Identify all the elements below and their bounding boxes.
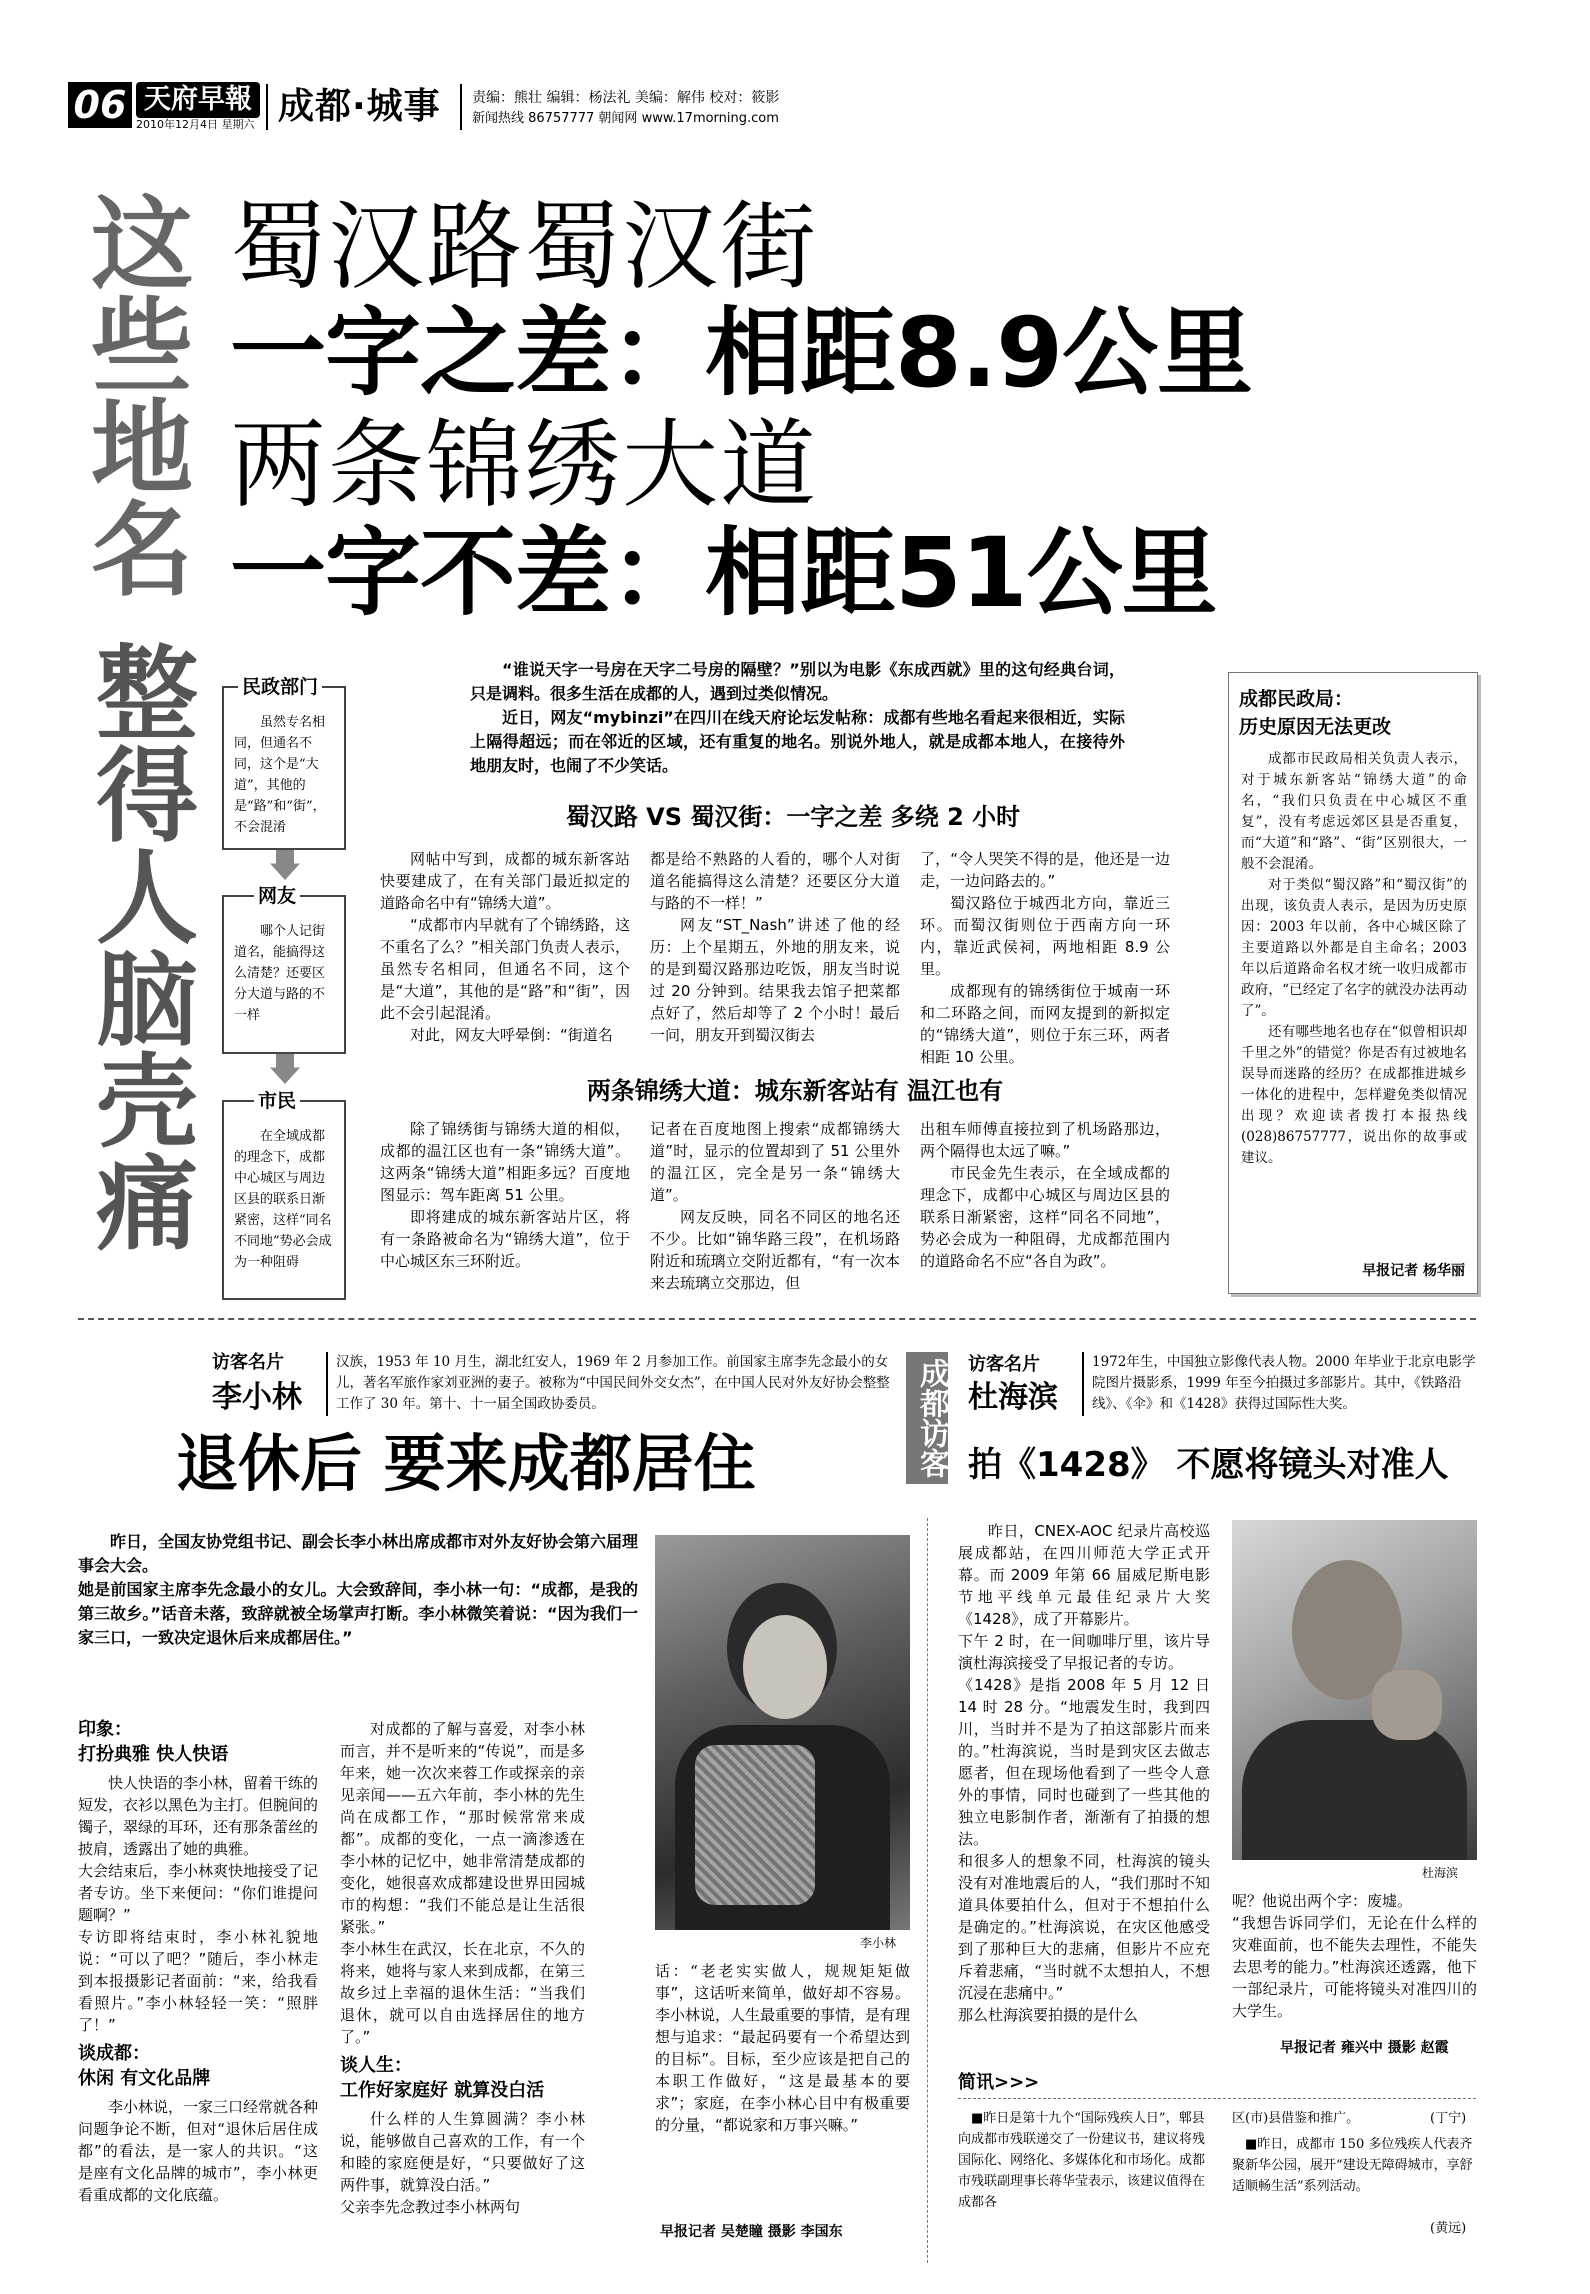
brief-1-byline: (丁宁) bbox=[1430, 2111, 1467, 2126]
hotline-line: 新闻热线 86757777 朝闻网 www.17morning.com bbox=[472, 111, 779, 126]
sub1-col3-p1: 了，“令人哭笑不得的是，他还是一边走，一边问路去的。” bbox=[920, 850, 1170, 890]
sub2-col-3 bbox=[920, 1118, 1170, 1272]
visitor1-lead bbox=[78, 1530, 638, 1650]
sidebar-p1: 成都市民政局相关负责人表示，对于城东新客站“锦绣大道”的命名，“我们只负责在中心城区不重复”，没有考虑远郊区县是否重复，而“大道”和“路”、“街”区别很大，一般不会混淆。 bbox=[1241, 751, 1467, 872]
v1-col3-text: 话：“老老实实做人，规规矩矩做事”，这话听来简单，做好却不容易。李小林说，人生最重要的事情，是有理想与追求：“最起码要有一个希望达到的目标”。目标，至少应该是把自己的本职工作做好，“这是最基本的要求”；家庭，在李小林心目中有极重要的分量，“都说家和万事兴嘛。” bbox=[655, 1962, 911, 2134]
sub1-col2-p1: 都是给不熟路的人看的，哪个人对街道名能搞得这么清楚？还要区分大道与路的不一样！” bbox=[650, 850, 900, 912]
flow-text-3: 在全域成都的理念下，成都中心城区与周边区县的联系日渐紧密，这样“同名不同地”势必会成为一种阻碍 bbox=[234, 1129, 332, 1270]
photo-li-xiaolin-caption: 李小林 bbox=[860, 1936, 897, 1950]
masthead-divider-2 bbox=[460, 84, 462, 130]
section-name: 成都·城事 bbox=[278, 86, 441, 127]
sub1-col3-p3: 成都现有的锦绣街位于城南一环和二环路之间，而网友提到的新拟定的“锦绣大道”，则位于东三环，两者相距 10 公里。 bbox=[920, 982, 1170, 1066]
v1-heading-5: 谈人生： bbox=[340, 2055, 412, 2076]
intro-para-1: “谁说天字一号房在天字二号房的隔壁？”别以为电影《东成西就》里的这句经典台词，只是调料。很多生活在成都的人，遇到过类似情况。 bbox=[470, 660, 1125, 703]
sub2-col-2 bbox=[650, 1118, 900, 1294]
side-title-2: 整得人脑壳痛 bbox=[79, 640, 199, 1252]
visitor1-bio: 汉族，1953 年 10 月生，湖北红安人，1969 年 2 月参加工作。前国家主席李先念最小的女儿，著名军旅作家刘亚洲的妻子。被称为“中国民间外交女杰”，在中国人民对外友好协会整整工作了 30 年。第十、十一届全国政协委员。 bbox=[336, 1354, 890, 1412]
visitor1-col-2 bbox=[340, 1718, 585, 2218]
photo-du-haibin-hand bbox=[1372, 1670, 1442, 1740]
flow-box-1 bbox=[222, 676, 346, 850]
visitor2-tag: 访客名片 bbox=[968, 1354, 1040, 1375]
headline-1: 蜀汉路蜀汉街 bbox=[230, 191, 818, 303]
sub2-col2-p1: 记者在百度地图上搜索“成都锦绣大道”时，显示的位置却到了 51 公里外的温江区，完全是另一条“锦绣大道”。 bbox=[650, 1120, 900, 1204]
flow-text-2: 哪个人记街道名，能搞得这么清楚？还要区分大道与路的不一样 bbox=[234, 924, 326, 1023]
visitor2-headline: 拍《1428》 不愿将镜头对准人 bbox=[968, 1445, 1449, 1485]
visitor2-tag-divider bbox=[1082, 1352, 1084, 1416]
v1-heading-4: 休闲 有文化品牌 bbox=[78, 2068, 211, 2089]
masthead-divider-1 bbox=[266, 84, 268, 130]
flow-label-2: 网友 bbox=[254, 883, 300, 909]
photo-li-xiaolin-face bbox=[743, 1615, 827, 1719]
sub1-col3-p2: 蜀汉路位于城西北方向，靠近三环。而蜀汉街则位于西南方向一环内，靠近武侯祠，两地相距 8.9 公里。 bbox=[920, 894, 1170, 978]
visitor1-byline: 早报记者 吴楚瞳 摄影 李国东 bbox=[660, 2224, 843, 2240]
headline-2: 一字之差：相距8.9公里 bbox=[230, 297, 1253, 409]
visitor1-headline: 退休后 要来成都居住 bbox=[176, 1427, 756, 1500]
sub1-col2-p2: 网友“ST_Nash”讲述了他的经历：上个星期五，外地的朋友来，说的是到蜀汉路那边吃饭，朋友当时说过 20 分钟到。结果我去馆子把菜都点好了，然后却等了 2 个小时！最后一问，朋友开到蜀汉街去 bbox=[650, 916, 900, 1044]
visitor1-tag-divider bbox=[326, 1352, 328, 1416]
page-number: 06 bbox=[68, 82, 132, 128]
editors-line: 责编：熊壮 编辑：杨法礼 美编：解伟 校对：筱影 bbox=[472, 90, 780, 106]
sidebar-p2: 对于类似“蜀汉路”和“蜀汉街”的出现，该负责人表示，是因为历史原因：2003 年以前，各中心城区除了主要道路以外都是自主命名；2003 年以后道路命名权才统一收归成都市政府，“已经定了名字的就没办法再动了”。 bbox=[1241, 877, 1467, 1019]
flow-box-3 bbox=[222, 1090, 346, 1300]
sub1-col-1 bbox=[380, 848, 630, 1046]
visitor1-tag: 访客名片 bbox=[212, 1352, 284, 1373]
visitor2-name: 杜海滨 bbox=[968, 1380, 1058, 1415]
subhead-2: 两条锦绣大道：城东新客站有 温江也有 bbox=[586, 1077, 1004, 1105]
column-tag: 成都访客 bbox=[906, 1352, 948, 1484]
sub1-col1-p2: “成都市内早就有了个锦绣路，这不重名了么？”相关部门负责人表示，虽然专名相同，但通名不同，这个是“大道”，其他的是“路”和“街”，因此不会引起混淆。 bbox=[380, 916, 630, 1022]
sub1-col1-p3: 对此，网友大呼晕倒：“街道名 bbox=[410, 1026, 613, 1044]
visitor1-col-1 bbox=[78, 1718, 318, 2206]
brief-1: ■昨日是第十九个“国际残疾人日”，郫县向成都市残联递交了一份建议书，建议将残国际化、网络化、多媒体化和市场化。成都市残联副理事长蒋华莹表示，该建议值得在成都各 bbox=[958, 2111, 1206, 2210]
issue-date: 2010年12月4日 星期六 bbox=[136, 118, 255, 131]
flow-label-1: 民政部门 bbox=[238, 674, 322, 700]
sub2-col-1 bbox=[380, 1118, 630, 1272]
brief-2: ■昨日，成都市 150 多位残疾人代表齐聚新华公园，展开“建设无障碍城市，享舒适顺畅生活”系列活动。 bbox=[1232, 2137, 1473, 2194]
subhead-1: 蜀汉路 VS 蜀汉街：一字之差 多绕 2 小时 bbox=[565, 803, 1021, 831]
v1-col2-text: 对成都的了解与喜爱，对李小林而言，并不是听来的“传说”，而是多年来，她一次次来蓉工作或探亲的亲见亲闻——五六年前，李小林的先生尚在成都工作，“那时候常常来成都”。成都的变化，一点一滴渗透在李小林的记忆中，她非常清楚成都的变化，她很喜欢成都建设世界田园城市的构想：“我们不能总是让生活很紧张。” 李小林生在武汉，长在北京，不久的将来，她将与家人来到成都，在第三故乡过上幸福的退休生活：“当我们退休，就可以自由选择居住的地方了。” bbox=[340, 1720, 585, 2046]
brief-1-end: 区(市)县借鉴和推广。 bbox=[1232, 2111, 1360, 2126]
briefs-rule bbox=[958, 2098, 1476, 2099]
visitor2-bio: 1972年生，中国独立影像代表人物。2000 年毕业于北京电影学院图片摄影系，1999 年至今拍摄过多部影片。其中，《铁路沿线》、《伞》和《1428》获得过国际性大奖。 bbox=[1092, 1354, 1476, 1412]
paper-logo: 天府早報 bbox=[136, 82, 260, 118]
sub2-col3-p1: 出租车师傅直接拉到了机场路那边，两个隔得也太远了嘛。” bbox=[920, 1120, 1170, 1160]
photo-li-xiaolin-lace bbox=[695, 1745, 815, 1905]
sidebar-box bbox=[1228, 672, 1478, 1294]
flow-arrow-2 bbox=[270, 1054, 300, 1084]
v1-heading-3: 谈成都： bbox=[78, 2043, 150, 2064]
sidebar-body bbox=[1241, 749, 1467, 1169]
flow-text-1: 虽然专名相同，但通名不同，这个是“大道”，其他的是“路”和“街”，不会混淆 bbox=[234, 715, 326, 835]
sub1-col1-p1: 网帖中写到，成都的城东新客站快要建成了，在有关部门最近拟定的道路命名中有“锦绣大道”。 bbox=[380, 850, 630, 912]
v1-heading-1: 印象： bbox=[78, 1719, 132, 1740]
photo-du-haibin bbox=[1232, 1520, 1477, 1860]
photo-du-haibin-caption: 杜海滨 bbox=[1422, 1866, 1459, 1880]
intro bbox=[470, 658, 1125, 778]
v1-col1-text: 快人快语的李小林，留着干练的短发，衣衫以黑色为主打。但腕间的镯子，翠绿的耳环，还有那条蕾丝的披肩，透露出了她的典雅。 大会结束后，李小林爽快地接受了记者专访。坐下来便问：“你们谁提问题啊？” 专访即将结束时，李小林礼貌地说：“可以了吧？”随后，李小林走到本报摄影记者面前：“来，给我看看照片。”李小林轻轻一笑：“照胖了！” bbox=[78, 1774, 319, 2034]
headline-4: 一字不差：相距51公里 bbox=[230, 517, 1217, 629]
v2-col-text-2: 呢？他说出两个字：废墟。 “我想告诉同学们，无论在什么样的灾难面前，也不能失去理性，不能失去思考的能力。”杜海滨还透露，他下一部纪录片，可能将镜头对准四川的大学生。 bbox=[1232, 1892, 1477, 2020]
section-divider bbox=[78, 1318, 1476, 1320]
brief-2-byline: (黄远) bbox=[1430, 2221, 1467, 2236]
sidebar-byline: 早报记者 杨华丽 bbox=[1362, 1263, 1465, 1279]
briefs-title: 简讯>>> bbox=[958, 2072, 1040, 2093]
photo-du-haibin-body bbox=[1242, 1720, 1467, 1860]
sub1-col-2 bbox=[650, 848, 900, 1046]
sidebar-p3: 还有哪些地名也存在“似曾相识却千里之外”的错觉？你是否有过被地名误导而迷路的经历？在成都推进城乡一体化的进程中，怎样避免类似情况出现？欢迎读者拨打本报热线 (028)86757777，说出你的故事或建议。 bbox=[1241, 1024, 1467, 1166]
photo-li-xiaolin bbox=[655, 1535, 910, 1930]
sub2-col1-p1: 除了锦绣街与锦绣大道的相似，成都的温江区也有一条“锦绣大道”。这两条“锦绣大道”相距多远？百度地图显示：驾车距离 51 公里。 bbox=[380, 1120, 630, 1204]
sub2-col2-p2: 网友反映，同名不同区的地名还不少。比如“锦华路三段”，在机场路附近和琉璃立交附近都有，“有一次本来去琉璃立交那边，但 bbox=[650, 1208, 900, 1292]
flow-label-3: 市民 bbox=[254, 1088, 300, 1114]
visitor2-col-2 bbox=[1232, 1890, 1477, 2022]
intro-para-2: 近日，网友“mybinzi”在四川在线天府论坛发帖称：成都有些地名看起来很相近，实际上隔得超远；而在邻近的区域，还有重复的地名。别说外地人，就是成都本地人，在接待外地朋友时，也闹了不少笑话。 bbox=[470, 708, 1125, 775]
visitor2-col bbox=[958, 1520, 1210, 2026]
sidebar-title: 成都民政局： 历史原因无法更改 bbox=[1239, 688, 1392, 738]
visitor1-col-3 bbox=[655, 1960, 910, 2136]
masthead bbox=[0, 0, 1590, 150]
flow-box-2 bbox=[222, 885, 346, 1054]
visitor1-lead-text: 昨日，全国友协党组书记、副会长李小林出席成都市对外友好协会第六届理事会大会。 她是前国家主席李先念最小的女儿。大会致辞间，李小林一句：“成都，是我的第三故乡。”话音未落，致辞就被全场掌声打断。李小林微笑着说：“因为我们一家三口，一致决定退休后来成都居住。” bbox=[78, 1532, 639, 1647]
v1-heading-2: 打扮典雅 快人快语 bbox=[78, 1744, 229, 1765]
v2-col-text: 昨日，CNEX-AOC 纪录片高校巡展成都站，在四川师范大学正式开幕。而 2009 年第 66 届威尼斯电影节地平线单元最佳纪录片大奖《1428》，成了开幕影片。 下午 2 时，在一间咖啡厅里，该片导演杜海滨接受了早报记者的专访。 《1428》是指 2008 年 5 月 12 日 14 时 28 分。“地震发生时，我到四川，当时并不是为了拍这部影片而来的。”杜海滨说，当时是到灾区去做志愿者，但在现场他看到了一些令人意外的事情，同时也碰到了一些其他的独立电影制作者，渐渐有了拍摄的想法。 和很多人的想象不同，杜海滨的镜头没有对准地震后的人，“我们那时不知道具体要拍什么，但对于不想拍什么是确定的。”杜海滨说，在灾区他感受到了那种巨大的悲痛，但影片不应充斥着悲痛，“当时就不太想拍人，不想沉浸在悲痛中。” 那么杜海滨要拍摄的是什么 bbox=[958, 1522, 1210, 2024]
v1-col1-text-2: 李小林说，一家三口经常就各种问题争论不断，但对“退休后居住成都”的看法，是一家人的共识。“这是座有文化品牌的城市”，李小林更看重成都的文化底蕴。 bbox=[78, 2098, 319, 2204]
side-title-1: 这些地名 bbox=[74, 190, 194, 598]
v1-heading-6: 工作好家庭好 就算没白活 bbox=[340, 2080, 545, 2101]
sub2-col1-p2: 即将建成的城东新客站片区，将有一条路被命名为“锦绣大道”，位于中心城区东三环附近。 bbox=[380, 1208, 630, 1270]
headline-3: 两条锦绣大道 bbox=[230, 409, 818, 521]
visitor2-byline: 早报记者 雍兴中 摄影 赵霞 bbox=[1280, 2040, 1449, 2056]
sub1-col-3 bbox=[920, 848, 1170, 1068]
flow-arrow-1 bbox=[270, 850, 300, 880]
sub2-col3-p2: 市民金先生表示，在全域成都的理念下，成都中心城区与周边区县的联系日渐紧密，这样“同名不同地”，势必会成为一种阻碍，尤成都范围内的道路命名不应“各自为政”。 bbox=[920, 1164, 1170, 1270]
v1-col2-text-2: 什么样的人生算圆满？李小林说，能够做自己喜欢的工作，有一个和睦的家庭便是好，“只要做好了这两件事，就算没白活。” 父亲李先念教过李小林两句 bbox=[340, 2110, 585, 2216]
visitor1-name: 李小林 bbox=[212, 1380, 302, 1415]
column-divider bbox=[927, 1518, 928, 2263]
